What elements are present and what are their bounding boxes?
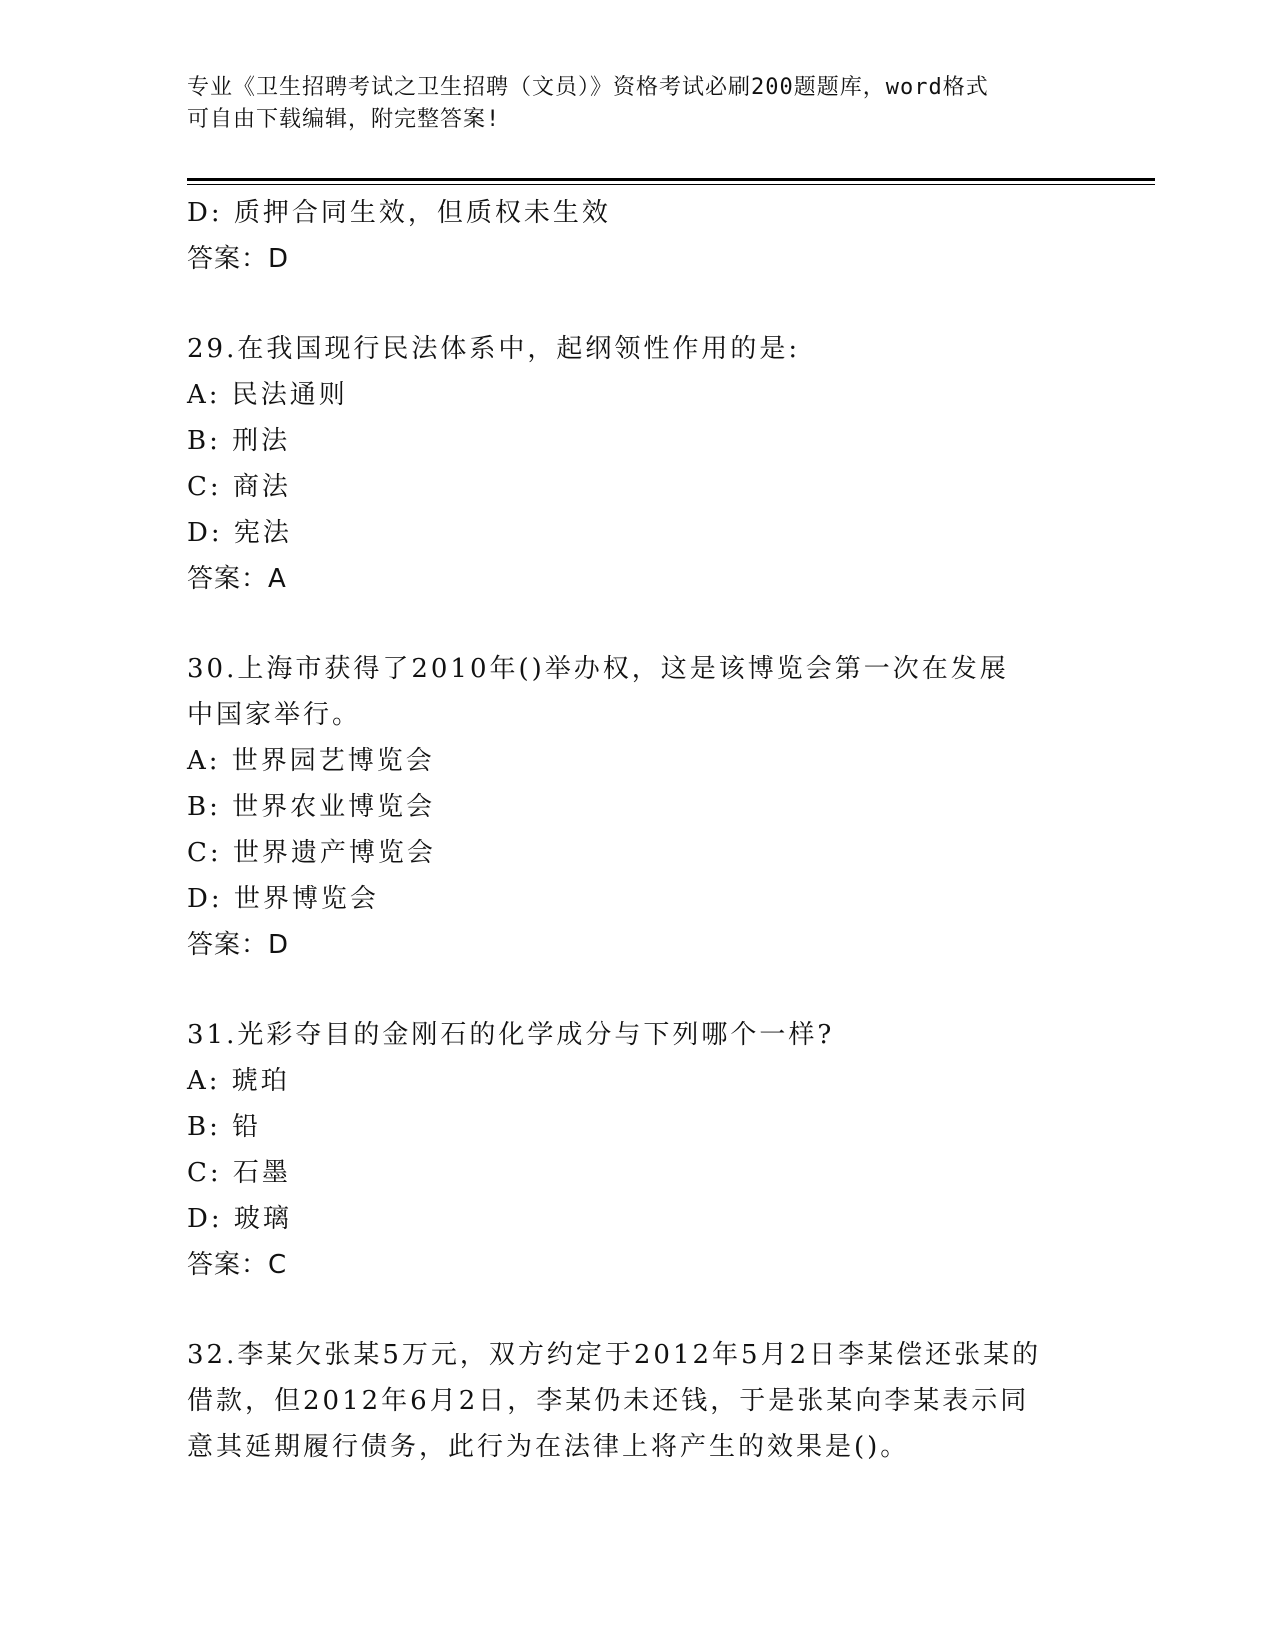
question-text: 32.李某欠张某5万元，双方约定于2012年5月2日李某偿还张某的借款，但2012年6月2日，李某仍未还钱，于是张某向李某表示同意其延期履行债务，此行为在法律上将产生的效果是()。	[187, 1340, 1042, 1462]
question-block	[187, 646, 1087, 968]
question-text: 29.在我国现行民法体系中，起纲领性作用的是:	[187, 334, 801, 364]
spacer	[187, 602, 1087, 646]
answer-line: 答案：C	[187, 1250, 288, 1280]
header-line-2: 可自由下载编辑，附完整答案!	[187, 107, 501, 132]
header-line-1: 专业《卫生招聘考试之卫生招聘（文员）》资格考试必刷200题题库，word格式	[187, 75, 989, 100]
question-block	[187, 326, 1087, 602]
option-c: C: 石墨	[187, 1158, 291, 1188]
question-block	[187, 1332, 1087, 1470]
option-b: B: 铅	[187, 1112, 262, 1142]
option-c: C: 商法	[187, 472, 291, 502]
option-b: B: 刑法	[187, 426, 291, 456]
question-block	[187, 1012, 1087, 1288]
question-text: 31.光彩夺目的金刚石的化学成分与下列哪个一样?	[187, 1020, 835, 1050]
document-header	[187, 72, 1067, 136]
option-a: A: 民法通则	[187, 380, 348, 410]
option-c: C: 世界遗产博览会	[187, 838, 436, 868]
spacer	[187, 968, 1087, 1012]
question-text: 30.上海市获得了2010年()举办权，这是该博览会第一次在发展中国家举行。	[187, 654, 1009, 730]
option-b: B: 世界农业博览会	[187, 792, 436, 822]
question-content	[187, 190, 1087, 1470]
option-a: A: 世界园艺博览会	[187, 746, 435, 776]
answer-line: 答案：D	[187, 244, 290, 274]
spacer	[187, 282, 1087, 326]
option-d: D: 世界博览会	[187, 884, 379, 914]
option-d: D: 质押合同生效，但质权未生效	[187, 198, 611, 228]
header-divider-thin	[187, 184, 1155, 185]
option-a: A: 琥珀	[187, 1066, 290, 1096]
answer-line: 答案：A	[187, 564, 287, 594]
header-divider-thick	[187, 178, 1155, 181]
option-d: D: 宪法	[187, 518, 292, 548]
option-d: D: 玻璃	[187, 1204, 292, 1234]
spacer	[187, 1288, 1087, 1332]
answer-line: 答案：D	[187, 930, 290, 960]
